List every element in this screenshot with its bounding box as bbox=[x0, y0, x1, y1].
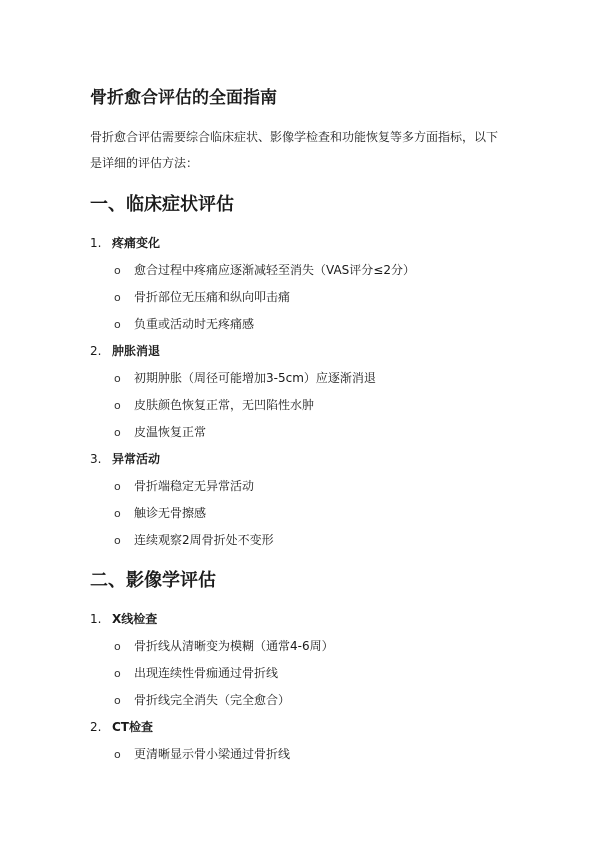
list-item bbox=[90, 606, 534, 714]
section-clinical bbox=[90, 192, 534, 554]
bullet-icon: o bbox=[114, 507, 121, 520]
sub-list bbox=[90, 365, 534, 446]
item-list bbox=[90, 606, 534, 768]
item-number: 1. bbox=[90, 612, 102, 626]
bullet-icon: o bbox=[114, 399, 121, 412]
sub-item: o 愈合过程中疼痛应逐渐减轻至消失（VAS评分≤2分） bbox=[114, 257, 534, 284]
bullet-icon: o bbox=[114, 372, 121, 385]
sub-item: o 触诊无骨擦感 bbox=[114, 500, 534, 527]
list-item bbox=[90, 338, 534, 446]
bullet-icon: o bbox=[114, 426, 121, 439]
sub-item: o 更清晰显示骨小梁通过骨折线 bbox=[114, 741, 534, 768]
bullet-icon: o bbox=[114, 264, 121, 277]
document-title: 骨折愈合评估的全面指南 bbox=[90, 88, 277, 108]
item-number: 1. bbox=[90, 236, 102, 250]
sub-list bbox=[90, 741, 534, 768]
sub-item: o 皮温恢复正常 bbox=[114, 419, 534, 446]
item-number: 3. bbox=[90, 452, 102, 466]
section-title: 一、临床症状评估 bbox=[90, 194, 234, 215]
bullet-icon: o bbox=[114, 534, 121, 547]
bullet-icon: o bbox=[114, 748, 121, 761]
item-label: 异常活动 bbox=[112, 452, 161, 466]
section-imaging bbox=[90, 568, 534, 768]
list-item bbox=[90, 714, 534, 768]
sub-item: o 出现连续性骨痂通过骨折线 bbox=[114, 660, 534, 687]
sub-item: o 骨折部位无压痛和纵向叩击痛 bbox=[114, 284, 534, 311]
item-number: 2. bbox=[90, 344, 102, 358]
item-label: 疼痛变化 bbox=[112, 236, 161, 250]
sub-list bbox=[90, 257, 534, 338]
bullet-icon: o bbox=[114, 667, 121, 680]
sub-item: o 负重或活动时无疼痛感 bbox=[114, 311, 534, 338]
list-item bbox=[90, 446, 534, 554]
bullet-icon: o bbox=[114, 640, 121, 653]
sub-item: o 皮肤颜色恢复正常，无凹陷性水肿 bbox=[114, 392, 534, 419]
sub-item: o 连续观察2周骨折处不变形 bbox=[114, 527, 534, 554]
item-label: X线检查 bbox=[112, 612, 158, 626]
list-item bbox=[90, 230, 534, 338]
item-number: 2. bbox=[90, 720, 102, 734]
sub-list bbox=[90, 473, 534, 554]
sub-item: o 骨折线完全消失（完全愈合） bbox=[114, 687, 534, 714]
item-list bbox=[90, 230, 534, 554]
bullet-icon: o bbox=[114, 291, 121, 304]
sub-item: o 骨折端稳定无异常活动 bbox=[114, 473, 534, 500]
item-label: CT检查 bbox=[112, 720, 153, 734]
sub-item: o 骨折线从清晰变为模糊（通常4-6周） bbox=[114, 633, 534, 660]
intro-paragraph: 骨折愈合评估需要综合临床症状、影像学检查和功能恢复等多方面指标，以下是详细的评估方法： bbox=[90, 130, 499, 170]
item-label: 肿胀消退 bbox=[112, 344, 161, 358]
sub-item: o 初期肿胀（周径可能增加3-5cm）应逐渐消退 bbox=[114, 365, 534, 392]
bullet-icon: o bbox=[114, 694, 121, 707]
bullet-icon: o bbox=[114, 318, 121, 331]
section-title: 二、影像学评估 bbox=[90, 570, 216, 591]
bullet-icon: o bbox=[114, 480, 121, 493]
sub-list bbox=[90, 633, 534, 714]
